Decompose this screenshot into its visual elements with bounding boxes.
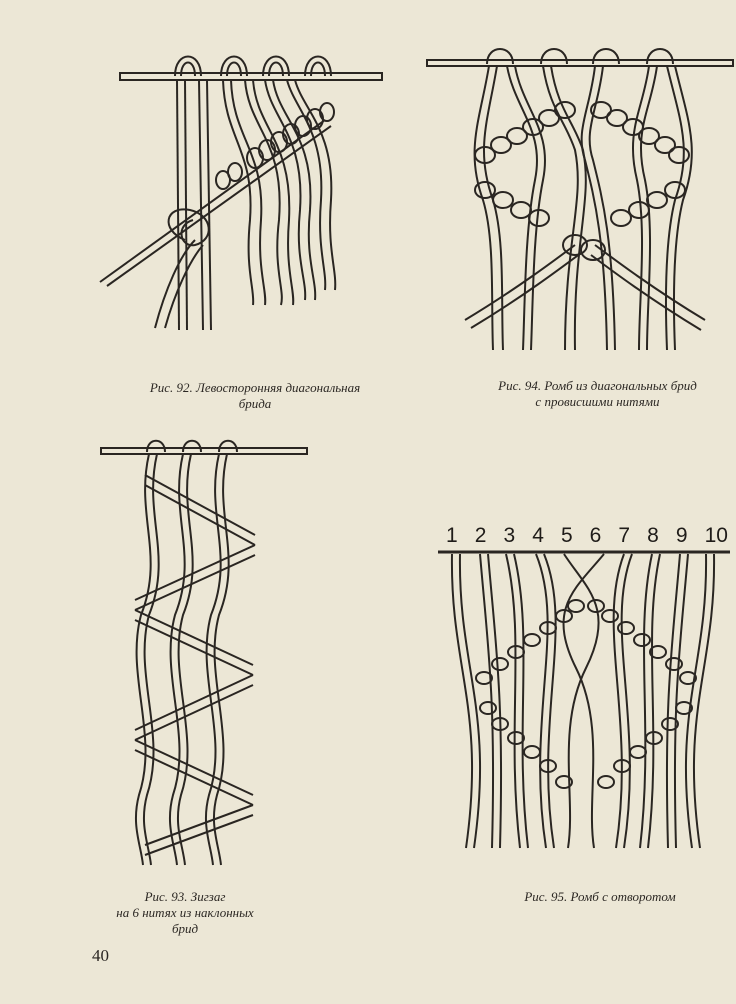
thread-number: 10 — [704, 524, 728, 547]
caption-line: брида — [238, 396, 272, 411]
caption-line: Рис. 95. Ромб с отворотом — [524, 889, 676, 904]
figure-94-caption — [455, 378, 736, 410]
figure-92-caption — [110, 380, 400, 412]
thread-number: 2 — [474, 524, 487, 547]
caption-line: Рис. 93. Зигзаг — [144, 889, 226, 904]
thread-number: 3 — [503, 524, 516, 547]
thread-number: 6 — [589, 524, 602, 547]
page-number: 40 — [92, 946, 109, 965]
figure-95-thread-numbers — [446, 522, 728, 548]
caption-line: Рис. 92. Левосторонняя диагональная — [149, 380, 361, 395]
thread-number: 5 — [560, 524, 573, 547]
thread-number: 1 — [446, 524, 458, 547]
figure-92-illustration — [95, 40, 395, 340]
figure-93-illustration — [95, 435, 315, 875]
thread-number: 9 — [675, 524, 688, 547]
figure-95-illustration — [436, 548, 732, 858]
caption-line: брид — [171, 921, 199, 936]
figure-95-caption — [490, 889, 710, 905]
caption-line: с провисшими нитями — [535, 394, 660, 409]
caption-line: на 6 нитях из наклонных — [116, 905, 254, 920]
thread-number: 4 — [532, 524, 544, 547]
thread-number: 7 — [618, 524, 631, 547]
figure-93-caption — [70, 889, 300, 937]
caption-line: Рис. 94. Ромб из диагональных брид — [498, 378, 697, 393]
thread-number: 8 — [647, 524, 659, 547]
figure-94-illustration — [425, 40, 735, 360]
